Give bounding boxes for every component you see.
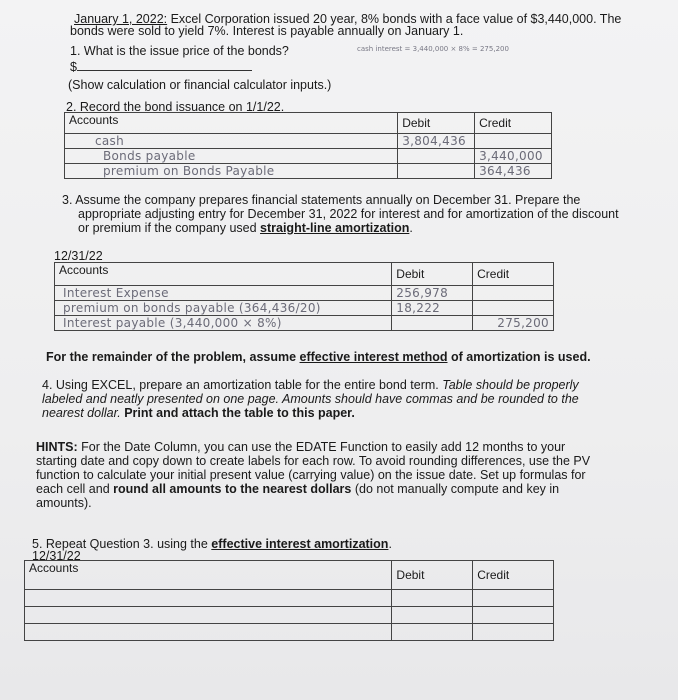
q2-header-row: [65, 113, 552, 134]
remainder-end: of amortization is used.: [447, 350, 591, 364]
q3-debit-cell: 256,978: [392, 286, 473, 301]
q5-credit-cell: [473, 590, 554, 607]
q3-debit-header: Debit: [392, 263, 473, 286]
q1-note: (Show calculation or financial calculator inputs.): [68, 78, 332, 92]
q4-line-3-bold: Print and attach the table to this paper.: [120, 406, 355, 420]
hints-line-1: [36, 440, 590, 454]
table-row: [25, 590, 554, 607]
q4-line-1: [42, 378, 579, 392]
q3-line-3: [78, 221, 413, 235]
q4-line-3-italic: nearest dollar.: [42, 406, 121, 420]
q5-debit-cell: [392, 607, 473, 624]
q5-accounts-header: Accounts: [25, 561, 392, 590]
table-row: [65, 134, 552, 149]
q2-credit-cell: [475, 134, 552, 149]
q3-header-row: [55, 263, 554, 286]
q3-account-cell: Interest Expense: [55, 286, 392, 301]
q2-accounts-header: Accounts: [65, 113, 398, 134]
q3-credit-cell: [473, 301, 554, 316]
q2-journal-table: [64, 112, 552, 179]
remainder-text: For the remainder of the problem, assume: [46, 350, 300, 364]
q3-debit-cell: 18,222: [392, 301, 473, 316]
q2-title: 2. Record the bond issuance on 1/1/22.: [66, 100, 285, 114]
hints-line-2: starting date and copy down to create labels for each row. To avoid rounding differences, use the PV: [36, 454, 591, 468]
q5-title: [32, 537, 392, 551]
hints-block: [36, 440, 590, 510]
table-row: [55, 286, 554, 301]
intro-text-1: Excel Corporation issued 20 year, 8% bonds with a face value of $3,440,000. The: [167, 12, 622, 26]
q3-journal-table: [54, 262, 554, 331]
table-row: [25, 607, 554, 624]
q2-credit-header: Credit: [475, 113, 552, 134]
q2-debit-cell: [398, 149, 475, 164]
intro-text-2: bonds were sold to yield 7%. Interest is payable annually on January 1.: [70, 24, 464, 38]
table-row: [25, 624, 554, 641]
q3-line-3-text: or premium if the company used: [78, 221, 261, 235]
hints-line-5: amounts).: [36, 496, 92, 510]
q5-title-end: .: [388, 537, 392, 551]
q5-credit-header: Credit: [473, 561, 554, 590]
table-row: [65, 164, 552, 179]
q2-account-cell: premium on Bonds Payable: [65, 164, 398, 179]
q2-credit-cell: 364,436: [475, 164, 552, 179]
q2-account-cell: Bonds payable: [65, 149, 398, 164]
q5-debit-cell: [392, 590, 473, 607]
q5-title-text: 5. Repeat Question 3. using the: [32, 537, 212, 551]
q3-account-cell: Interest payable (3,440,000 × 8%): [55, 316, 392, 331]
q5-credit-cell: [473, 607, 554, 624]
q4-line-2: labeled and neatly presented on one page. Amounts should have commas and be rounded to the: [42, 392, 579, 406]
hints-line-4-bold: round all amounts to the nearest dollars: [113, 482, 352, 496]
q5-debit-header: Debit: [392, 561, 473, 590]
q5-debit-cell: [392, 624, 473, 641]
remainder-statement: [46, 350, 591, 364]
q1-answer-line: [70, 58, 252, 74]
q5-credit-cell: [473, 624, 554, 641]
q2-credit-cell: 3,440,000: [475, 149, 552, 164]
q3-method: straight-line amortization: [260, 221, 410, 235]
q2-account-cell: cash: [65, 134, 398, 149]
hints-line-4-text: each cell and: [36, 482, 114, 496]
q5-method: effective interest amortization: [211, 537, 389, 551]
hints-line-3: function to calculate your initial present value (carrying value) on the issue date. Set up formulas for: [36, 468, 586, 482]
q3-debit-cell: [392, 316, 473, 331]
table-row: [55, 316, 554, 331]
q3-credit-header: Credit: [473, 263, 554, 286]
intro-date: January 1, 2022:: [74, 12, 168, 26]
hints-line-4-end: (do not manually compute and key in: [351, 482, 560, 496]
q5-journal-table: [24, 560, 554, 641]
hints-line-4: [36, 482, 590, 496]
hints-line-1-text: For the Date Column, you can use the EDATE Function to easily add 12 months to your: [77, 440, 566, 454]
q3-account-cell: premium on bonds payable (364,436/20): [55, 301, 392, 316]
q5-date: 12/31/22: [32, 549, 81, 563]
q3-line-1: 3. Assume the company prepares financial statements annually on December 31. Prepare the: [62, 193, 581, 207]
q5-header-row: [25, 561, 554, 590]
remainder-method: effective interest method: [299, 350, 448, 364]
table-row: [65, 149, 552, 164]
table-row: [55, 301, 554, 316]
q4-line-3: [42, 406, 579, 420]
q2-debit-cell: 3,804,436: [398, 134, 475, 149]
q3-date: 12/31/22: [54, 249, 103, 263]
q2-debit-header: Debit: [398, 113, 475, 134]
hints-label: HINTS:: [36, 440, 78, 454]
q1-dollar: $: [70, 60, 77, 74]
handwritten-cash-interest: cash interest = 3,440,000 × 8% = 275,200: [357, 45, 509, 53]
q4-block: [42, 378, 579, 420]
q3-accounts-header: Accounts: [55, 263, 392, 286]
q4-line-1-italic: Table should be properly: [438, 378, 579, 392]
q3-line-3-end: .: [409, 221, 413, 235]
q5-account-cell: [25, 624, 392, 641]
q2-debit-cell: [398, 164, 475, 179]
q1-answer-blank: [77, 58, 252, 71]
q5-account-cell: [25, 607, 392, 624]
q1-question: 1. What is the issue price of the bonds?: [70, 44, 289, 58]
q5-account-cell: [25, 590, 392, 607]
q3-credit-cell: 275,200: [473, 316, 554, 331]
q4-line-1-text: 4. Using EXCEL, prepare an amortization table for the entire bond term.: [42, 378, 439, 392]
q3-credit-cell: [473, 286, 554, 301]
q3-line-2: appropriate adjusting entry for December 31, 2022 for interest and for amortization of the discount: [78, 207, 619, 221]
